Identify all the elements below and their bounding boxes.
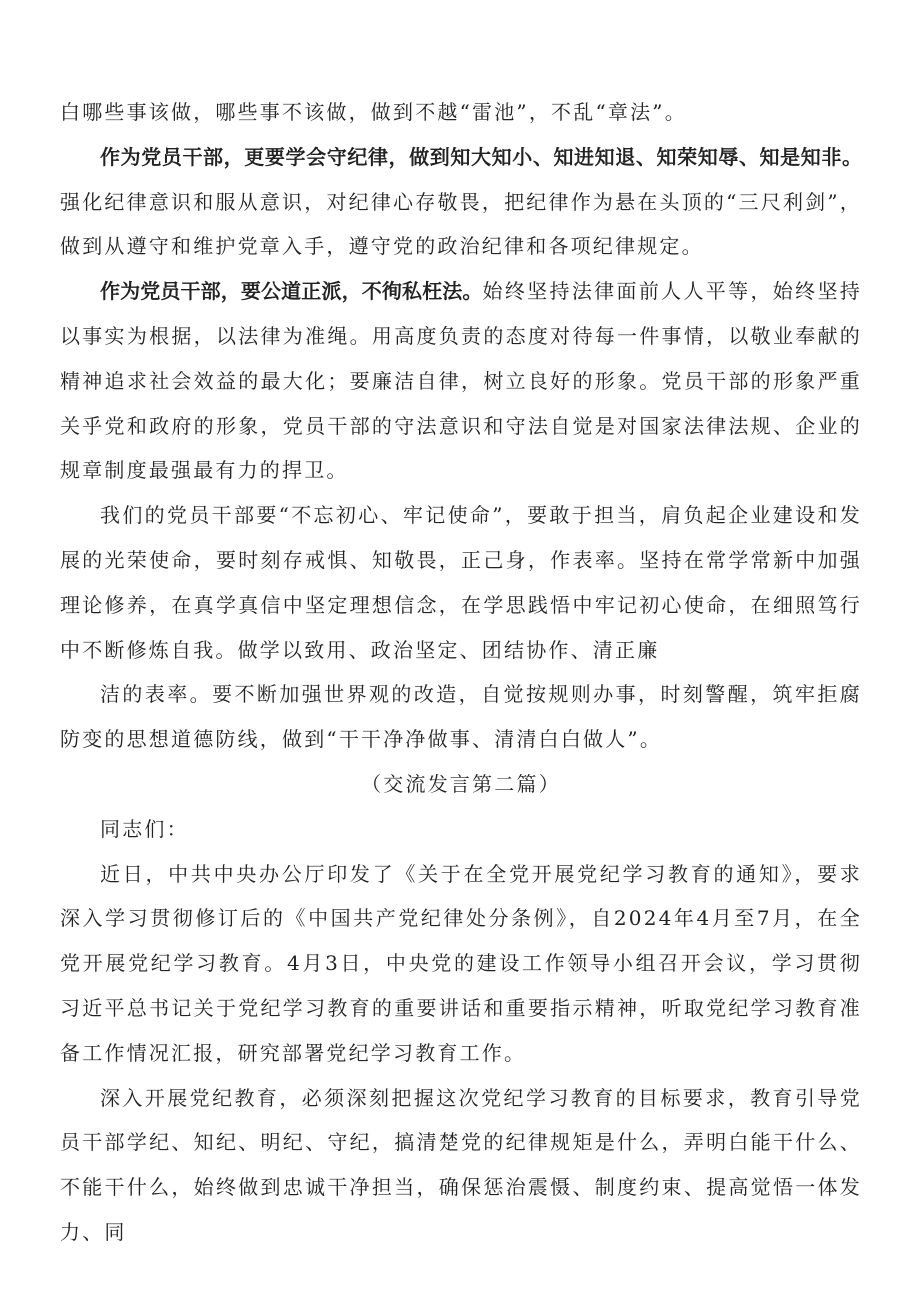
section-heading: （交流发言第二篇） [361, 771, 561, 796]
paragraph-discipline [60, 135, 862, 269]
paragraph-body: 强化纪律意识和服从意识，对纪律心存敬畏，把纪律作为悬在头顶的“三尺利剑”，做到从遵守和维护党章入手，遵守党的政治纪律和各项纪律规定。 [60, 189, 862, 259]
paragraph-education: 深入开展党纪教育，必须深刻把握这次党纪学习教育的目标要求，教育引导党员干部学纪、知纪、明纪、守纪，搞清楚党的纪律规矩是什么，弄明白能干什么、不能干什么，始终做到忠诚干净担当，确保惩治震慑、制度约束、提高觉悟一体发力、同 [60, 1085, 862, 1244]
paragraph-continuation: 白哪些事该做，哪些事不该做，做到不越“雷池”，不乱“章法”。 [60, 100, 687, 124]
paragraph-example: 洁的表率。要不断加强世界观的改造，自觉按规则办事，时刻警醒，筑牢拒腐防变的思想道德防线，做到“干干净净做事、清清白白做人”。 [60, 682, 862, 752]
paragraph-body: 始终坚持法律面前人人平等，始终坚持以事实为根据，以法律为准绳。用高度负责的态度对待每一件事情，以敬业奉献的精神追求社会效益的最大化；要廉洁自律，树立良好的形象。党员干部的形象严重关乎党和政府的形象，党员干部的守法意识和守法自觉是对国家法律法规、企业的规章制度最强最有力的捍卫。 [60, 279, 862, 483]
paragraph-lead: 作为党员干部，更要学会守纪律，做到知大知小、知进知退、知荣知辱、知是知非。 [100, 144, 862, 169]
paragraph-lead: 作为党员干部，要公道正派，不徇私枉法。 [100, 279, 483, 304]
paragraph-integrity [60, 269, 862, 493]
salutation: 同志们： [100, 816, 189, 841]
paragraph-mission: 我们的党员干部要“不忘初心、牢记使命”，要敢于担当，肩负起企业建设和发展的光荣使命，要时刻存戒惧、知敬畏，正己身，作表率。坚持在常学常新中加强理论修养，在真学真信中坚定理想信念，在学思践悟中牢记初心使命，在细照笃行中不断修炼自我。做学以致用、政治坚定、团结协作、清正廉 [60, 503, 862, 662]
paragraph-notice: 近日，中共中央办公厅印发了《关于在全党开展党纪学习教育的通知》，要求深入学习贯彻修订后的《中国共产党纪律处分条例》，自2024年4月至7月，在全党开展党纪学习教育。4月3日，中央党的建设工作领导小组召开会议，学习贯彻习近平总书记关于党纪学习教育的重要讲话和重要指示精神，听取党纪学习教育准备工作情况汇报，研究部署党纪学习教育工作。 [60, 861, 862, 1065]
